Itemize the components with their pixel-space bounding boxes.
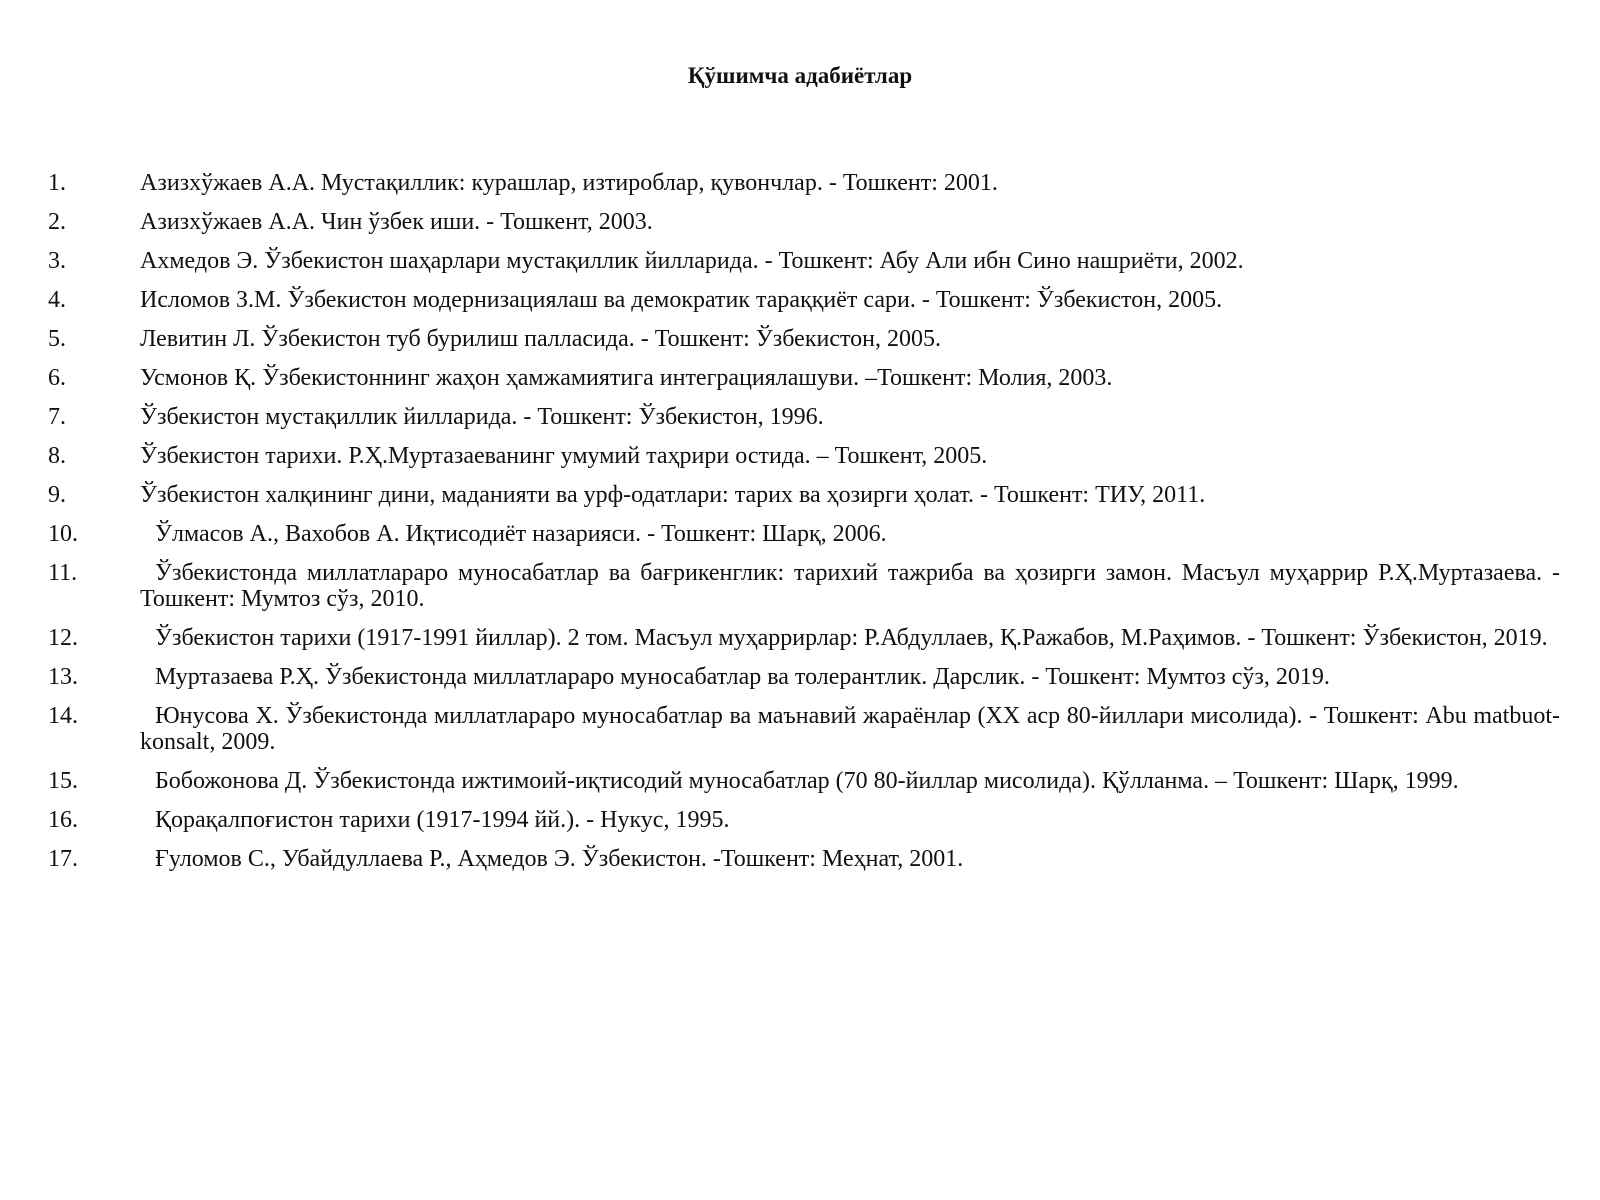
document-title: Қўшимча адабиётлар (687, 63, 913, 88)
list-item-text: Ўзбекистон халқининг дини, маданияти ва урф-одатлари: тарих ва ҳозирги ҳолат. - Тошкент: ТИУ, 2011. (140, 482, 1206, 508)
list-item-number: 17. (48, 846, 78, 872)
list-item-text: Левитин Л. Ўзбекистон туб бурилиш палласида. - Тошкент: Ўзбекистон, 2005. (140, 326, 941, 352)
list-item-text: Азизхўжаев А.А. Чин ўзбек иши. - Тошкент, 2003. (140, 209, 653, 235)
list-item-text: Муртазаева Р.Ҳ. Ўзбекистонда миллатлараро муносабатлар ва толерантлик. Дарслик. - Тошкент: Мумтоз сўз, 2019. (155, 664, 1330, 690)
list-item-number: 12. (48, 625, 78, 651)
list-item-number: 14. (48, 703, 78, 729)
list-item-number: 7. (48, 404, 66, 430)
list-item-number: 3. (48, 248, 66, 274)
list-item (48, 846, 1560, 872)
list-item-number: 9. (48, 482, 66, 508)
list-item-text: Ахмедов Э. Ўзбекистон шаҳарлари мустақиллик йилларида. - Тошкент: Абу Али ибн Сино нашриёти, 2002. (140, 248, 1244, 274)
list-item-text: Ўзбекистонда миллатлараро муносабатлар ва бағрикенглик: тарихий тажриба ва ҳозирги замон. Масъул муҳаррир Р.Ҳ.Муртазаева. - Тошкент: Мумтоз сўз, 2010. (140, 560, 1560, 612)
list-item-text: Ўзбекистон тарихи (1917-1991 йиллар). 2 том. Масъул муҳаррирлар: Р.Абдуллаев, Қ.Ражабов, М.Раҳимов. - Тошкент: Ўзбекистон, 2019. (155, 625, 1548, 651)
list-item (48, 209, 1560, 235)
list-item-text: Исломов З.М. Ўзбекистон модернизациялаш ва демократик тараққиёт сари. - Тошкент: Ўзбекистон, 2005. (140, 287, 1223, 313)
list-item-number: 16. (48, 807, 78, 833)
list-item (48, 482, 1560, 508)
list-item (48, 521, 1560, 547)
list-item-number: 5. (48, 326, 66, 352)
list-item (48, 248, 1560, 274)
list-item-text: Усмонов Қ. Ўзбекистоннинг жаҳон ҳамжамиятига интеграциялашуви. –Тошкент: Молия, 2003. (140, 365, 1113, 391)
list-item-text: Ўзбекистон тарихи. Р.Ҳ.Муртазаеванинг умумий таҳрири остида. – Тошкент, 2005. (140, 443, 988, 469)
list-item-number: 8. (48, 443, 66, 469)
list-item (48, 404, 1560, 430)
list-item (48, 560, 1560, 612)
list-item-number: 11. (48, 560, 78, 586)
list-item (48, 807, 1560, 833)
list-item-number: 15. (48, 768, 78, 794)
list-item-number: 6. (48, 365, 66, 391)
list-item (48, 326, 1560, 352)
list-item-text: Ўлмасов А., Вахобов А. Иқтисодиёт назарияси. - Тошкент: Шарқ, 2006. (155, 521, 887, 547)
list-item (48, 664, 1560, 690)
list-item (48, 365, 1560, 391)
list-item-number: 13. (48, 664, 78, 690)
list-item (48, 625, 1560, 651)
list-item (48, 443, 1560, 469)
list-item-number: 4. (48, 287, 66, 313)
list-item-text: Бобожонова Д. Ўзбекистонда ижтимоий-иқтисодий муносабатлар (70 80-йиллар мисолида). Қўлланма. – Тошкент: Шарқ, 1999. (155, 768, 1459, 794)
list-item-text: Ўзбекистон мустақиллик йилларида. - Тошкент: Ўзбекистон, 1996. (140, 404, 824, 430)
list-item-text: Қорақалпоғистон тарихи (1917-1994 йй.). - Нукус, 1995. (155, 807, 730, 833)
list-item-number: 10. (48, 521, 78, 547)
list-item (48, 170, 1560, 196)
reference-list (48, 170, 1560, 885)
list-item-number: 1. (48, 170, 66, 196)
list-item-text: Юнусова Х. Ўзбекистонда миллатлараро муносабатлар ва маънавий жараёнлар (XX аср 80-йиллари мисолида). - Тошкент: Abu matbuot-konsalt, 2009. (140, 703, 1560, 755)
list-item-text: Азизхўжаев А.А. Мустақиллик: курашлар, изтироблар, қувончлар. - Тошкент: 2001. (140, 170, 998, 196)
list-item (48, 287, 1560, 313)
list-item-text: Ғуломов С., Убайдуллаева Р., Аҳмедов Э. Ўзбекистон. -Тошкент: Меҳнат, 2001. (155, 846, 964, 872)
list-item-number: 2. (48, 209, 66, 235)
list-item (48, 703, 1560, 755)
list-item (48, 768, 1560, 794)
